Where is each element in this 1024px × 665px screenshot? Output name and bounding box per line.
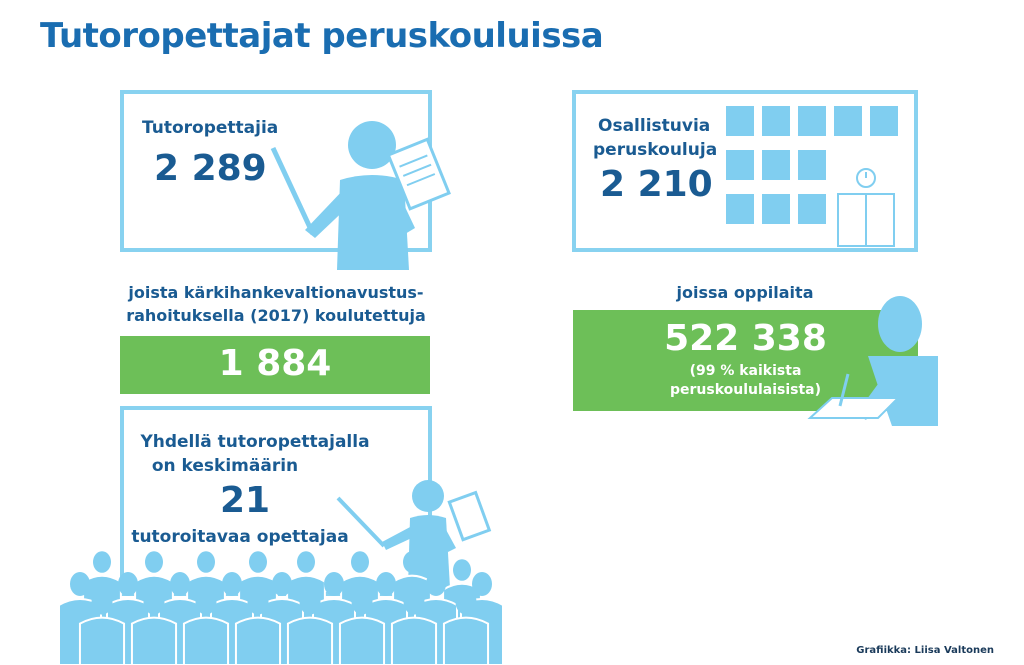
schools-value: 2 210 xyxy=(600,164,713,205)
credit-text: Grafiikka: Liisa Valtonen xyxy=(856,645,994,656)
schools-label-line1: Osallistuvia xyxy=(598,116,711,136)
pupil-writing-icon xyxy=(800,296,940,431)
schools-label-line2: peruskouluja xyxy=(593,140,718,160)
teachers-label: Tutoropettajia xyxy=(142,118,279,138)
pupils-value: 522 338 xyxy=(664,318,827,359)
audience-crowd-icon xyxy=(62,550,522,665)
average-line1: Yhdellä tutoropettajalla xyxy=(140,432,370,452)
school-building-icon xyxy=(726,106,906,246)
pupils-note-line1: (99 % kaikista xyxy=(689,363,802,379)
average-line2: on keskimäärin xyxy=(151,456,299,476)
page-title: Tutoropettajat peruskouluissa xyxy=(40,16,604,56)
trained-label-line2: rahoituksella (2017) koulutettuja xyxy=(126,306,426,325)
teachers-value: 2 289 xyxy=(154,148,267,189)
pupils-label: joissa oppilaita xyxy=(676,283,814,302)
trained-label-line1: joista kärkihankevaltionavustus- xyxy=(128,283,424,302)
average-value: 21 xyxy=(219,480,271,521)
pupils-note-line2: peruskoululaisista) xyxy=(669,382,822,398)
average-line3: tutoroitavaa opettajaa xyxy=(131,527,349,547)
teacher-figure-icon xyxy=(265,110,455,270)
trained-value: 1 884 xyxy=(218,343,332,384)
